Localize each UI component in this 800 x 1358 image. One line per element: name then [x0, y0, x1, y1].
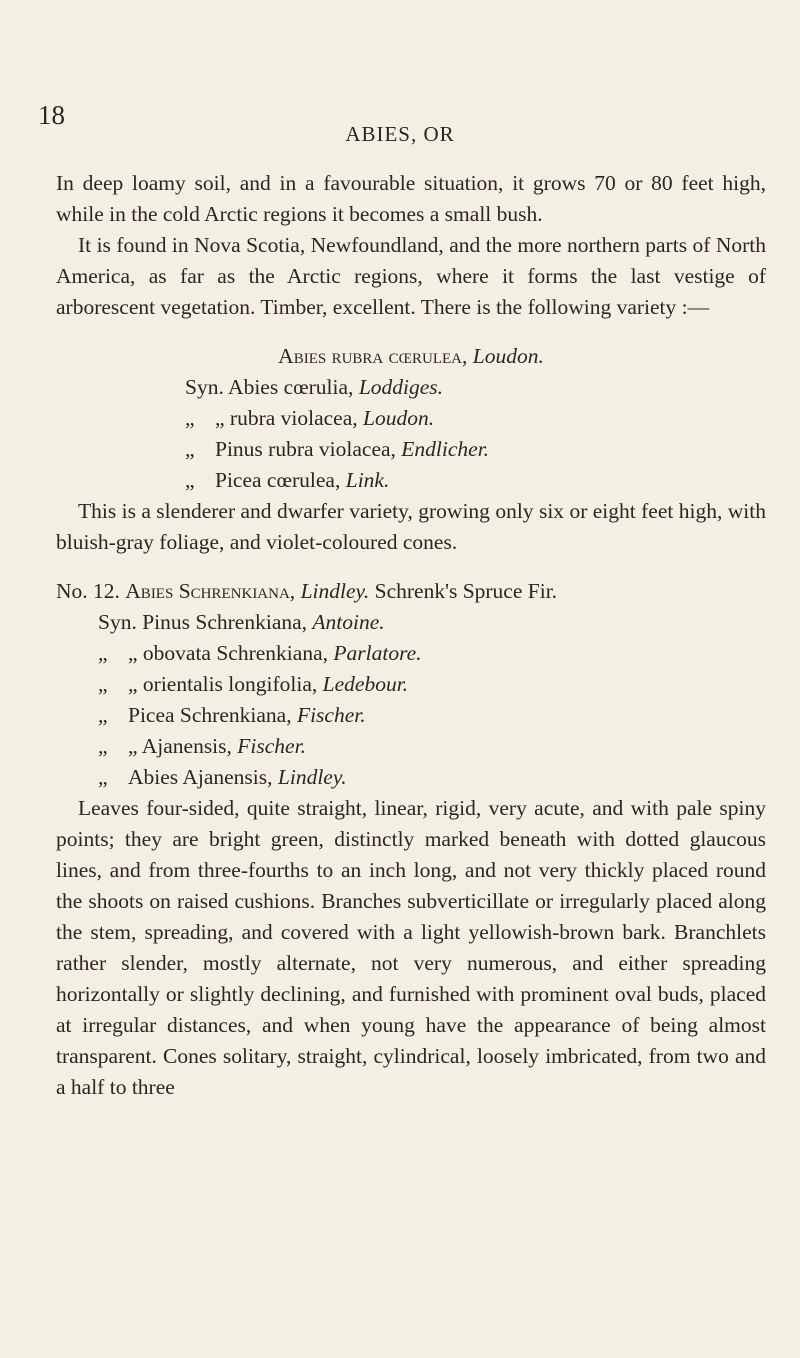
variety-name: Abies rubra cœrulea, [278, 344, 468, 368]
species-name: Abies Schrenkiana, [125, 579, 296, 603]
page-number: 18 [38, 100, 65, 130]
paragraph-1: In deep loamy soil, and in a favourable situation, it grows 70 or 80 feet high, while in the cold Arctic regions it becomes a small bush. [56, 171, 766, 226]
synonym-line: „ Picea Schrenkiana, Fischer. [98, 703, 366, 727]
synonym-line: Syn. Abies cœrulia, Loddiges. [185, 375, 444, 399]
variety-author: Loudon. [472, 344, 544, 368]
species-synonyms [56, 607, 766, 793]
synonym-line: „ Abies Ajanensis, Lindley. [98, 765, 347, 789]
synonym-line: Syn. Pinus Schrenkiana, Antoine. [98, 610, 385, 634]
running-head: ABIES, OR [345, 122, 455, 146]
variety-heading [56, 341, 766, 372]
species-heading [56, 576, 766, 607]
paragraph-4: Leaves four-sided, quite straight, linear, rigid, very acute, and with pale spiny points; they are bright green, distinctly marked beneath with dotted glaucous lines, and from three-fourths to an inch long, and not very thickly placed round the shoots on raised cushions. Branches subverticillate or irregularly placed along the stem, spreading, and covered with a light yellowish-brown bark. Branchlets rather slender, mostly alternate, not very numerous, and either spreading horizontally or slightly declining, and furnished with prominent oval buds, placed at irregular distances, and when young have the appearance of being almost transparent. Cones solitary, straight, cylindrical, loosely imbricated, from two and a half to three [56, 796, 766, 1099]
variety-synonyms [56, 372, 766, 496]
synonym-line: „ „ obovata Schrenkiana, Parlatore. [98, 641, 422, 665]
synonym-line: „ „ orientalis longifolia, Ledebour. [98, 672, 409, 696]
species-number: No. 12. [56, 579, 120, 603]
species-common-name: Schrenk's Spruce Fir. [374, 579, 558, 603]
page-body [56, 168, 766, 1103]
species-author: Lindley. [300, 579, 370, 603]
paragraph-2: It is found in Nova Scotia, Newfoundland, and the more northern parts of North America, as far as the Arctic regions, where it forms the last vestige of arborescent vegetation. Timber, excellent. There is the following variety :— [56, 233, 766, 319]
synonym-line: „ „ rubra violacea, Loudon. [185, 406, 435, 430]
synonym-line: „ Picea cœrulea, Link. [185, 468, 390, 492]
paragraph-3: This is a slenderer and dwarfer variety, growing only six or eight feet high, with bluish-gray foliage, and violet-coloured cones. [56, 499, 766, 554]
synonym-line: „ Pinus rubra violacea, Endlicher. [185, 437, 490, 461]
synonym-line: „ „ Ajanensis, Fischer. [98, 734, 306, 758]
